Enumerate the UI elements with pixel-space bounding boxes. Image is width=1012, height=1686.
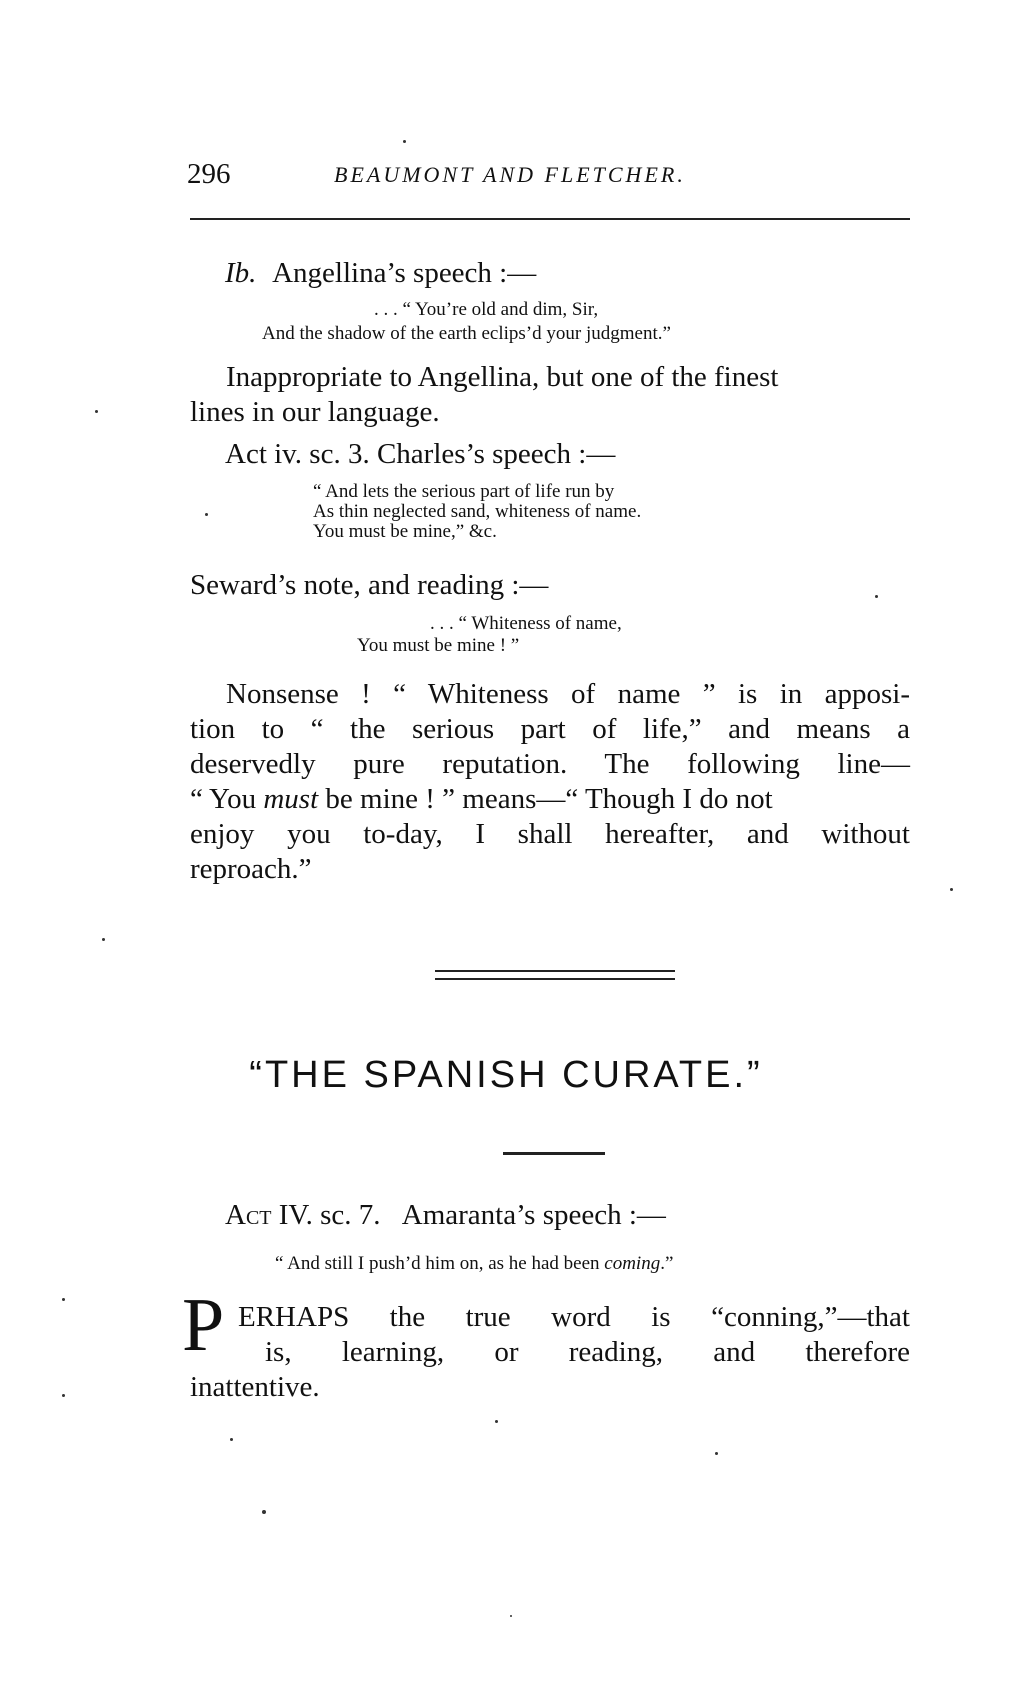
- seward-label: Seward’s note, and reading :—: [190, 569, 549, 601]
- scan-speck: [62, 1298, 65, 1301]
- quote-line: “ And lets the serious part of life run by: [313, 481, 615, 502]
- paragraph-line: deservedly pure reputation. The following line—: [190, 748, 910, 780]
- paragraph-line: reproach.”: [190, 853, 312, 885]
- speech-label: Angellina’s speech :—: [272, 257, 537, 289]
- reference-act-word: Act: [225, 1199, 272, 1231]
- paragraph-line: Nonsense ! “ Whiteness of name ” is in apposi-: [226, 678, 910, 710]
- scan-speck: [230, 1438, 233, 1441]
- quote-text: “ And still I push’d him on, as he had been: [275, 1253, 605, 1274]
- scan-speck: [95, 410, 98, 413]
- entry-reference: [225, 437, 615, 472]
- scan-speck: [205, 513, 208, 516]
- line-text: be mine ! ” means—“ Though I do not: [318, 783, 773, 815]
- scan-speck: [62, 1394, 65, 1397]
- scan-speck: [102, 938, 105, 941]
- quote-line: You must be mine,” &c.: [313, 521, 497, 542]
- paragraph-line: [190, 782, 910, 817]
- section-title: “THE SPANISH CURATE.”: [249, 1054, 763, 1096]
- quote-line: And the shadow of the earth eclips’d your judgment.”: [262, 323, 671, 344]
- entry-reference: [225, 256, 536, 291]
- divider-rule: [435, 978, 675, 980]
- paragraph-line: Inappropriate to Angellina, but one of the finest: [226, 361, 779, 393]
- entry-reference: [225, 1198, 666, 1233]
- reference-act-number: IV. sc. 7.: [271, 1199, 381, 1231]
- running-title: BEAUMONT AND FLETCHER.: [334, 162, 686, 187]
- speech-label: Amaranta’s speech :—: [401, 1199, 666, 1231]
- emphasis-text: coming: [604, 1253, 661, 1274]
- header-rule: [190, 218, 910, 220]
- commentary-paragraph: [190, 360, 910, 430]
- section-divider: [435, 970, 675, 980]
- quote-text: .”: [660, 1253, 674, 1274]
- commentary-paragraph: [190, 677, 910, 887]
- reference-abbrev: Ib.: [225, 257, 257, 289]
- quote-line: [275, 1254, 673, 1274]
- line-text: “ You: [190, 783, 264, 815]
- scan-speck: [262, 1510, 266, 1514]
- reference-act: Act iv. sc. 3.: [225, 438, 370, 470]
- divider-rule: [435, 970, 675, 972]
- quote-block: [313, 482, 641, 542]
- paragraph-line: enjoy you to-day, I shall hereafter, and without: [190, 818, 910, 850]
- scan-speck: [950, 888, 953, 891]
- paragraph-line: ERHAPS the true word is “conning,”—that: [238, 1301, 910, 1333]
- emphasis-text: must: [263, 783, 319, 815]
- scan-speck: [875, 595, 878, 598]
- scan-speck: [495, 1420, 498, 1423]
- drop-cap: P: [182, 1283, 225, 1367]
- quote-line: . . . “ You’re old and dim, Sir,: [374, 299, 599, 320]
- scan-speck: [510, 1615, 512, 1617]
- quote-line: You must be mine ! ”: [357, 635, 520, 656]
- quote-line: . . . “ Whiteness of name,: [430, 613, 622, 634]
- paragraph-line: is, learning, or reading, and therefore: [265, 1336, 910, 1368]
- quote-line: As thin neglected sand, whiteness of name.: [313, 501, 642, 522]
- title-rule: [503, 1152, 605, 1155]
- scan-speck: [403, 140, 406, 143]
- paragraph-line: tion to “ the serious part of life,” and means a: [190, 713, 910, 745]
- paragraph-line: inattentive.: [190, 1371, 320, 1403]
- scan-speck: [715, 1452, 718, 1455]
- page-number: 296: [187, 158, 231, 190]
- paragraph-line: lines in our language.: [190, 396, 440, 428]
- speech-label: Charles’s speech :—: [376, 438, 616, 470]
- commentary-paragraph: [190, 1300, 910, 1405]
